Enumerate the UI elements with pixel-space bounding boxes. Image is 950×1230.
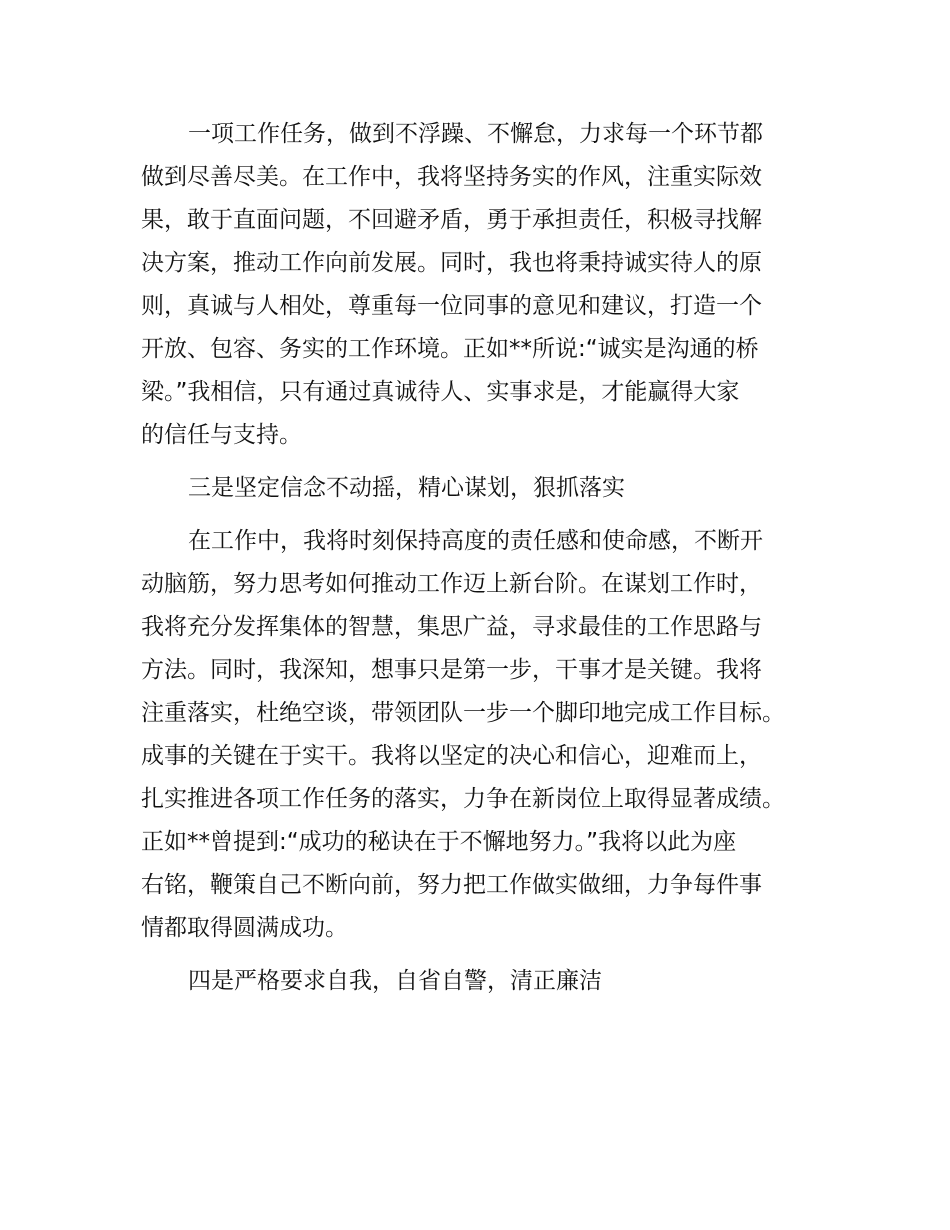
paragraph-line: 开放、包容、务实的工作环境。正如**所说:“诚实是沟通的桥 [141,336,759,362]
section-heading-four: 四是严格要求自我，自省自警，清正廉洁 [188,968,602,994]
paragraph-line: 做到尽善尽美。在工作中，我将坚持务实的作风，注重实际效 [141,164,762,190]
paragraph-implementation [141,520,816,950]
document-body [141,113,816,1003]
paragraph-line: 我将充分发挥集体的智慧，集思广益，寻求最佳的工作思路与 [141,614,762,640]
paragraph-line: 则，真诚与人相处，尊重每一位同事的意见和建议，打造一个 [141,293,762,319]
paragraph-line: 的信任与支持。 [141,422,302,448]
paragraph-integrity [141,113,816,457]
paragraph-line: 成事的关键在于实干。我将以坚定的决心和信心，迎难而上， [141,743,762,769]
paragraph-line: 在工作中，我将时刻保持高度的责任感和使命感，不断开 [188,528,763,554]
paragraph-line: 正如**曾提到:“成功的秘诀在于不懈地努力。”我将以此为座 [141,829,737,855]
paragraph-line: 一项工作任务，做到不浮躁、不懈怠，力求每一个环节都 [188,121,763,147]
paragraph-line: 情都取得圆满成功。 [141,915,348,941]
paragraph-line: 决方案，推动工作向前发展。同时，我也将秉持诚实待人的原 [141,250,762,276]
paragraph-line: 梁。”我相信，只有通过真诚待人、实事求是，才能赢得大家 [141,379,740,405]
paragraph-line: 动脑筋，努力思考如何推动工作迈上新台阶。在谋划工作时， [141,571,762,597]
paragraph-line: 方法。同时，我深知，想事只是第一步，干事才是关键。我将 [141,657,762,683]
paragraph-line: 果，敢于直面问题，不回避矛盾，勇于承担责任，积极寻找解 [141,207,762,233]
paragraph-line: 右铭，鞭策自己不断向前，努力把工作做实做细，力争每件事 [141,872,762,898]
paragraph-line: 扎实推进各项工作任务的落实，力争在新岗位上取得显著成绩。 [141,786,785,812]
paragraph-line: 注重落实，杜绝空谈，带领团队一步一个脚印地完成工作目标。 [141,700,785,726]
section-heading-three: 三是坚定信念不动摇，精心谋划，狠抓落实 [188,475,625,501]
